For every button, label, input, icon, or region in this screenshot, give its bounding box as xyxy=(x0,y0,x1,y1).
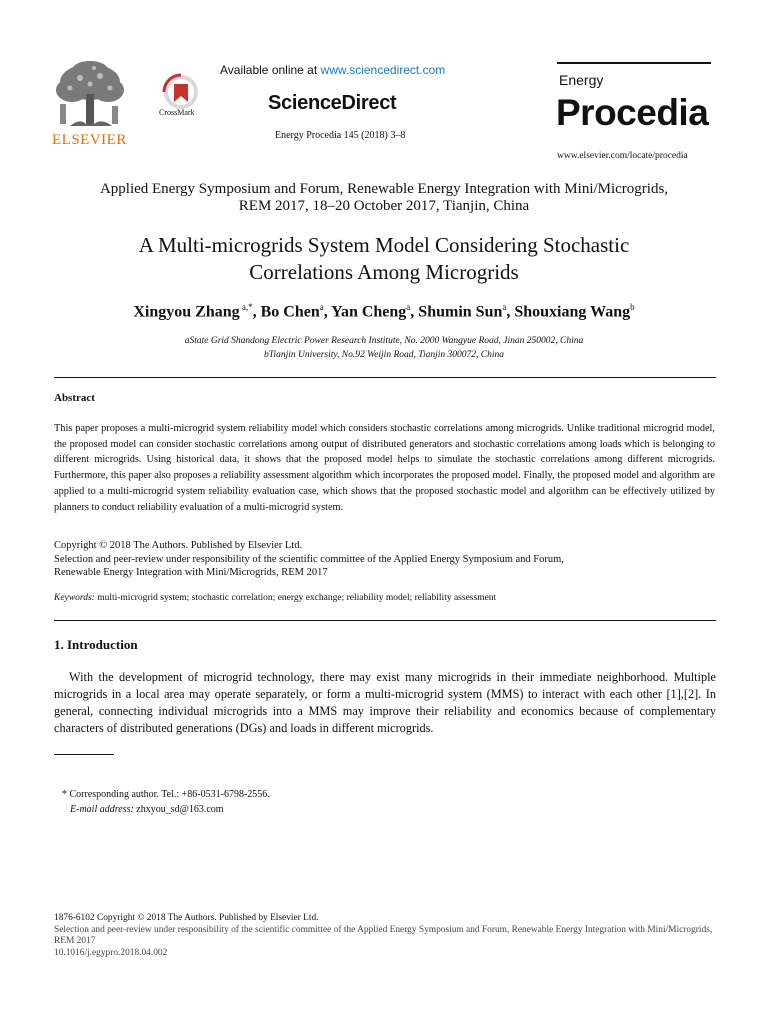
author-name: Xingyou Zhang xyxy=(133,303,240,321)
author-separator: , xyxy=(252,303,261,321)
available-prefix: Available online at xyxy=(220,63,321,77)
conference-line-2: REM 2017, 18–20 October 2017, Tianjin, China xyxy=(238,198,530,214)
author-affiliation-mark: a xyxy=(406,302,411,312)
author-affiliation-mark: a,* xyxy=(239,302,253,312)
keywords-label: Keywords: xyxy=(54,593,95,603)
sciencedirect-link[interactable]: www.sciencedirect.com xyxy=(320,63,446,77)
author-separator: , xyxy=(506,303,515,321)
paper-title-line-1: A Multi-microgrids System Model Considering Stochastic xyxy=(138,233,630,257)
email-footnote xyxy=(70,804,224,815)
footer-doi[interactable]: 10.1016/j.egypro.2018.04.002 xyxy=(54,947,168,958)
author-affiliation-mark: a xyxy=(502,302,507,312)
footnote-rule xyxy=(54,754,114,755)
journal-citation: Energy Procedia 145 (2018) 3–8 xyxy=(275,130,406,141)
keywords-text: multi-microgrid system; stochastic correlation; energy exchange; reliability model; reliability assessment xyxy=(94,593,497,603)
author-name: Shouxiang Wang xyxy=(514,303,631,321)
copyright-block xyxy=(54,539,715,580)
elsevier-publisher-name: ELSEVIER xyxy=(52,132,127,148)
availability-line xyxy=(220,63,445,77)
copyright-line-1: Copyright © 2018 The Authors. Published by Elsevier Ltd. xyxy=(54,540,303,551)
copyright-line-2: Selection and peer-review under responsibility of the scientific committee of the Applied Energy Symposium and Forum, xyxy=(54,553,564,565)
keywords-line xyxy=(54,593,715,603)
sciencedirect-title: ScienceDirect xyxy=(268,92,397,114)
abstract-bottom-rule xyxy=(54,620,716,621)
copyright-line-3: Renewable Energy Integration with Mini/Microgrids, REM 2017 xyxy=(54,567,328,578)
footer-peer-review: Selection and peer-review under responsibility of the scientific committee of the Applied Energy Symposium and Forum, Renewable Energy Integration with Mini/Microgrids, REM 2017 xyxy=(54,924,713,947)
abstract-heading: Abstract xyxy=(54,392,95,404)
journal-name-main: Procedia xyxy=(556,92,709,133)
page-footer xyxy=(54,913,716,959)
affiliation-a: aState Grid Shandong Electric Power Research Institute, No. 2000 Wangyue Road, Jinan 250002, China xyxy=(184,336,584,346)
conference-line-1: Applied Energy Symposium and Forum, Renewable Energy Integration with Mini/Microgrids, xyxy=(99,181,669,197)
author-name: Shumin Sun xyxy=(418,303,503,321)
footer-issn-copyright: 1876-6102 Copyright © 2018 The Authors. Published by Elsevier Ltd. xyxy=(54,913,319,923)
introduction-text: With the development of microgrid technology, there may exist many microgrids in their immediate neighborhood. Multiple microgrids in a local area may operate separately, or form a multi-microgrid system (MMS) to interact with each other [1],[2]. In general, connecting individual microgrids into a MMS may improve their reliability and economics because of complementary characters of distributed generations (DGs) and loads in different microgrids. xyxy=(54,670,716,735)
author-separator: , xyxy=(410,303,419,321)
abstract-text: This paper proposes a multi-microgrid system reliability model which considers stochastic correlations among microgrids. Unlike traditional microgrid model, the proposed model can consider stochastic correlations among output of distributed generators and stochastic correlations among loads which is belonging to different microgrids. Using historical data, it shows that the proposed model helps to simulate the stochastic correlations among different microgrids. Furthermore, this paper also proposes a reliability assessment algorithm which incorporates the proposed model. Finally, the proposed model and algorithm are applied to a multi-microgrid system reliability evaluation case, which shows that the proposed stochastic model and algorithm can be effectively utilized by planners to conduct reliability evaluation of a multi-microgrid system. xyxy=(54,423,715,513)
paper-title-line-2: Correlations Among Microgrids xyxy=(249,260,519,284)
journal-name-top: Energy xyxy=(559,72,604,88)
author-name: Yan Cheng xyxy=(331,303,407,321)
email-label: E-mail address: xyxy=(70,804,134,815)
author-affiliation-mark: a xyxy=(319,302,324,312)
conference-info xyxy=(40,181,728,215)
journal-url[interactable]: www.elsevier.com/locate/procedia xyxy=(557,151,688,161)
corresponding-author-footnote: * Corresponding author. Tel.: +86-0531-6798-2556. xyxy=(62,789,270,800)
affiliation-b: bTianjin University, No.92 Weijin Road, Tianjin 300072, China xyxy=(263,350,505,360)
author-affiliation-mark: b xyxy=(630,302,635,312)
author-separator: , xyxy=(323,303,332,321)
author-name: Bo Chen xyxy=(260,303,320,321)
author-list xyxy=(40,302,728,321)
journal-logo-rule xyxy=(557,62,711,64)
introduction-heading: 1. Introduction xyxy=(54,637,138,652)
email-address[interactable]: zhxyou_sd@163.com xyxy=(133,804,224,815)
abstract-top-rule xyxy=(54,377,716,378)
paper-title xyxy=(60,232,708,286)
crossmark-label: CrossMark xyxy=(159,108,195,117)
